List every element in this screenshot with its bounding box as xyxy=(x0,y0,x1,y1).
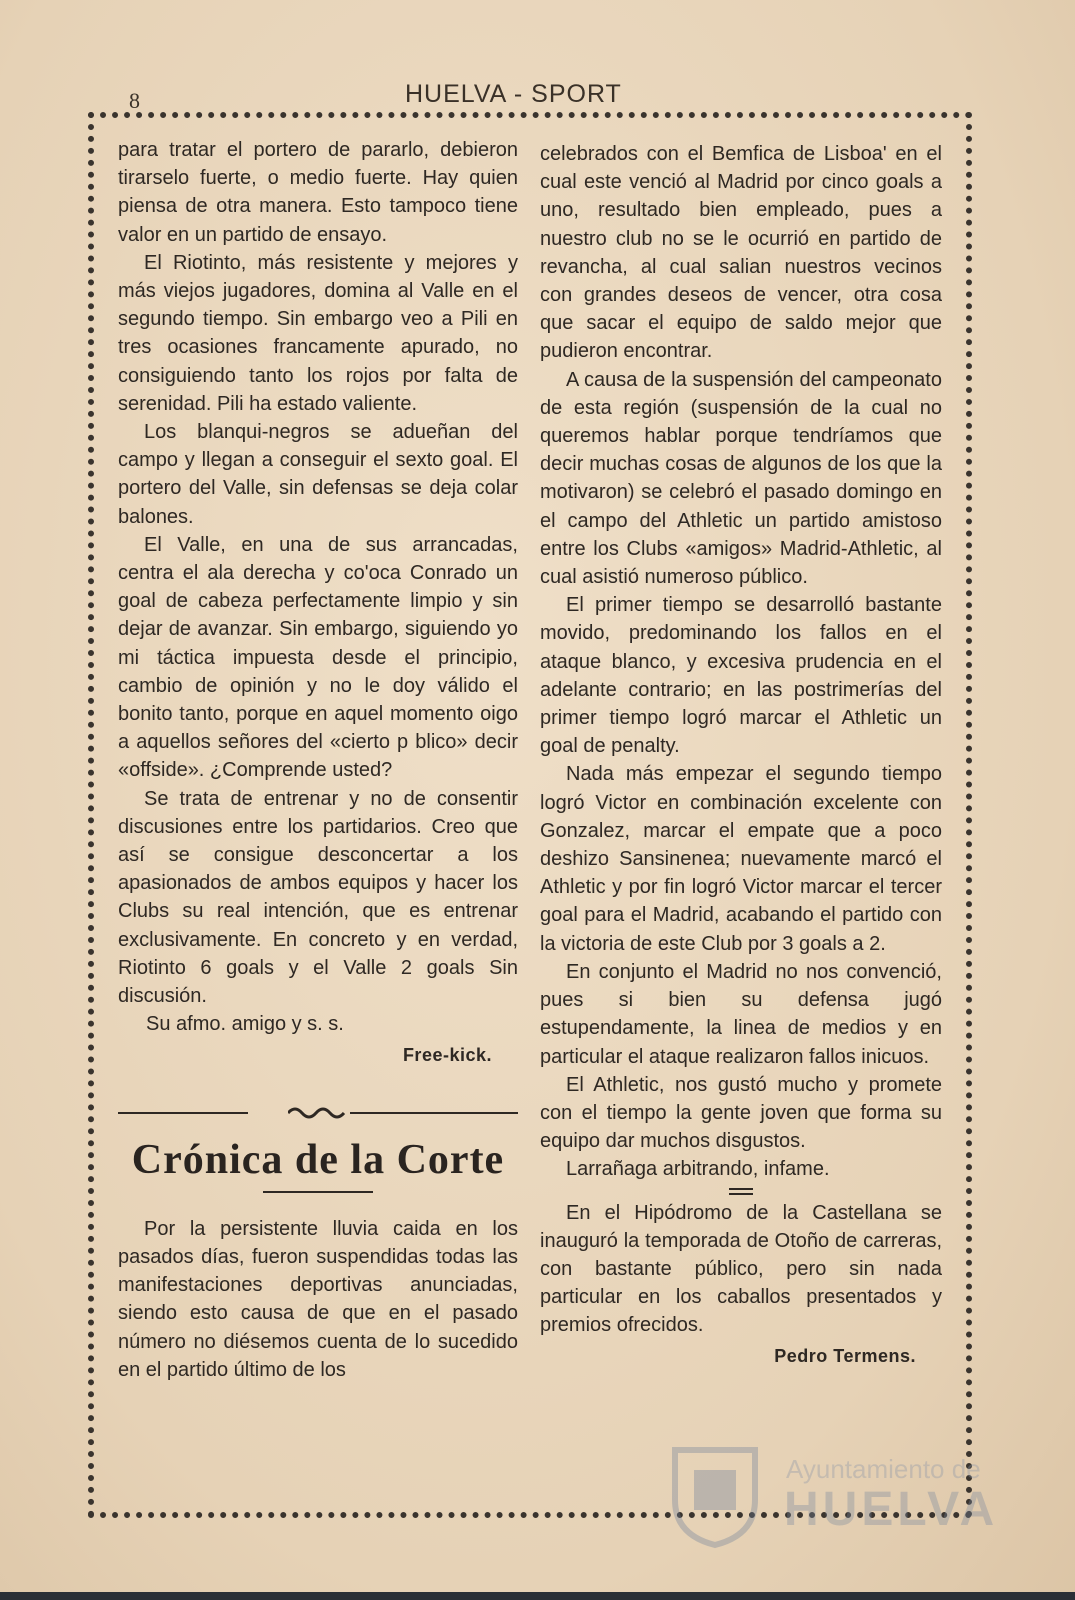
separator xyxy=(729,1188,753,1195)
signature-pedro-termens: Pedro Termens. xyxy=(774,1345,916,1366)
right-column xyxy=(540,140,942,1370)
paragraph: celebrados con el Bemfica de Lisboa' en el cual este venció al Madrid por cinco goals a uno, resultado bien empleado, pues a nuestro club no se le ocurrió en partido de revancha, al cual salian nuestros vecinos con grandes deseos de vencer, otra cosa que sacar el equipo de saldo mejor que pudieron encontrar. xyxy=(540,143,942,363)
paragraph: El Valle, en una de sus arrancadas, centra el ala derecha y co'oca Conrado un goal de cabeza perfectamente limpio y sin dejar de avanzar. Sin embargo, siguiendo yo mi táctica impuesta desde el principio, cambio de opinión y no le doy válido el bonito tanto, porque en aquel momento oigo a aquellos señores del «cierto p blico» decir «offside». ¿Comprende usted? xyxy=(118,533,518,782)
signoff: Su afmo. amigo y s. s. xyxy=(146,1013,344,1036)
article-frame xyxy=(88,112,972,1518)
publication-title: HUELVA - SPORT xyxy=(405,80,622,108)
paragraph: En el Hipódromo de la Castellana se inauguró la temporada de Otoño de carreras, con bastante público, pero sin nada particular en los caballos presentados y premios ofrecidos. xyxy=(540,1201,942,1337)
watermark-line1: Ayuntamiento de xyxy=(786,1454,981,1484)
paragraph: Por la persistente lluvia caida en los pasados días, fueron suspendidas todas las manifestaciones deportivas anunciadas, siendo esto causa de que en el pasado número no diésemos cuenta de lo sucedido en el partido último de los xyxy=(118,1217,518,1381)
paragraph: El Athletic, nos gustó mucho y promete con el tiempo la gente joven que forma su equipo dar muchos disgustos. xyxy=(540,1073,942,1153)
paragraph: El Riotinto, más resistente y mejores y más viejos jugadores, domina al Valle en el segundo tiempo. Sin embargo veo a Pili en tres ocasiones francamente apurado, no consiguiendo tanto los rojos por falta de serenidad. Pili ha estado valiente. xyxy=(118,251,518,415)
paragraph: Los blanqui-negros se adueñan del campo y llegan a conseguir el sexto goal. El portero del Valle, sin defensas se deja colar balones. xyxy=(118,421,518,528)
paragraph: Larrañaga arbitrando, infame. xyxy=(566,1158,830,1181)
paragraph: El primer tiempo se desarrolló bastante movido, predominando los fallos en el ataque blanco, y excesiva prudencia en el adelante contrario; en las postrimerías del primer tiempo logró marcar el Athletic un goal de penalty. xyxy=(540,594,942,758)
paragraph: para tratar el portero de pararlo, debieron tirarselo fuerte, o medio fuerte. Hay quien piensa de otra manera. Esto tampoco tiene valor en un partido de ensayo. xyxy=(118,139,518,246)
ornament-divider xyxy=(118,1103,518,1123)
paragraph: Se trata de entrenar y no de consentir discusiones entre los partidarios. Creo que así se consigue desconcertar a los apasionados de ambos equipos y hacer los Clubs su real intención, que es entrenar exclusivamente. En concreto y en verdad, Riotinto 6 goals y el Valle 2 goals Sin discusión. xyxy=(118,787,518,1008)
section-title: Crónica de la Corte xyxy=(131,1136,505,1183)
page-number: 8 xyxy=(129,88,140,113)
page-header xyxy=(125,76,965,113)
signature-free-kick: Free-kick. xyxy=(402,1044,492,1065)
paragraph: En conjunto el Madrid no nos convenció, pues si bien su defensa jugó estupendamente, la linea de medios y en particular el ataque realizaron fallos inicuos. xyxy=(540,960,942,1068)
left-column xyxy=(118,136,518,1384)
paragraph: Nada más empezar el segundo tiempo logró Victor en combinación excelente con Gonzalez, marcar el empate que a poco deshizo Sansinenea; nuevamente marcó el Athletic y por fin logró Victor marcar el tercer goal para el Madrid, acabando el partido con la victoria de este Club por 3 goals a 2. xyxy=(540,763,942,955)
watermark-line2: HUELVA xyxy=(784,1483,999,1536)
paragraph: A causa de la suspensión del campeonato de esta región (suspensión de la cual no queremos hablar porque tendríamos que decir muchas cosas de algunos de los que la motivaron) se celebró el pasado domingo en el campo del Athletic un partido amistoso entre los Clubs «amigos» Madrid-Athletic, al cual asistió numeroso público. xyxy=(540,368,942,589)
wave-ornament-icon xyxy=(288,1105,348,1121)
title-rule xyxy=(263,1191,373,1193)
scan-edge xyxy=(0,1592,1075,1600)
